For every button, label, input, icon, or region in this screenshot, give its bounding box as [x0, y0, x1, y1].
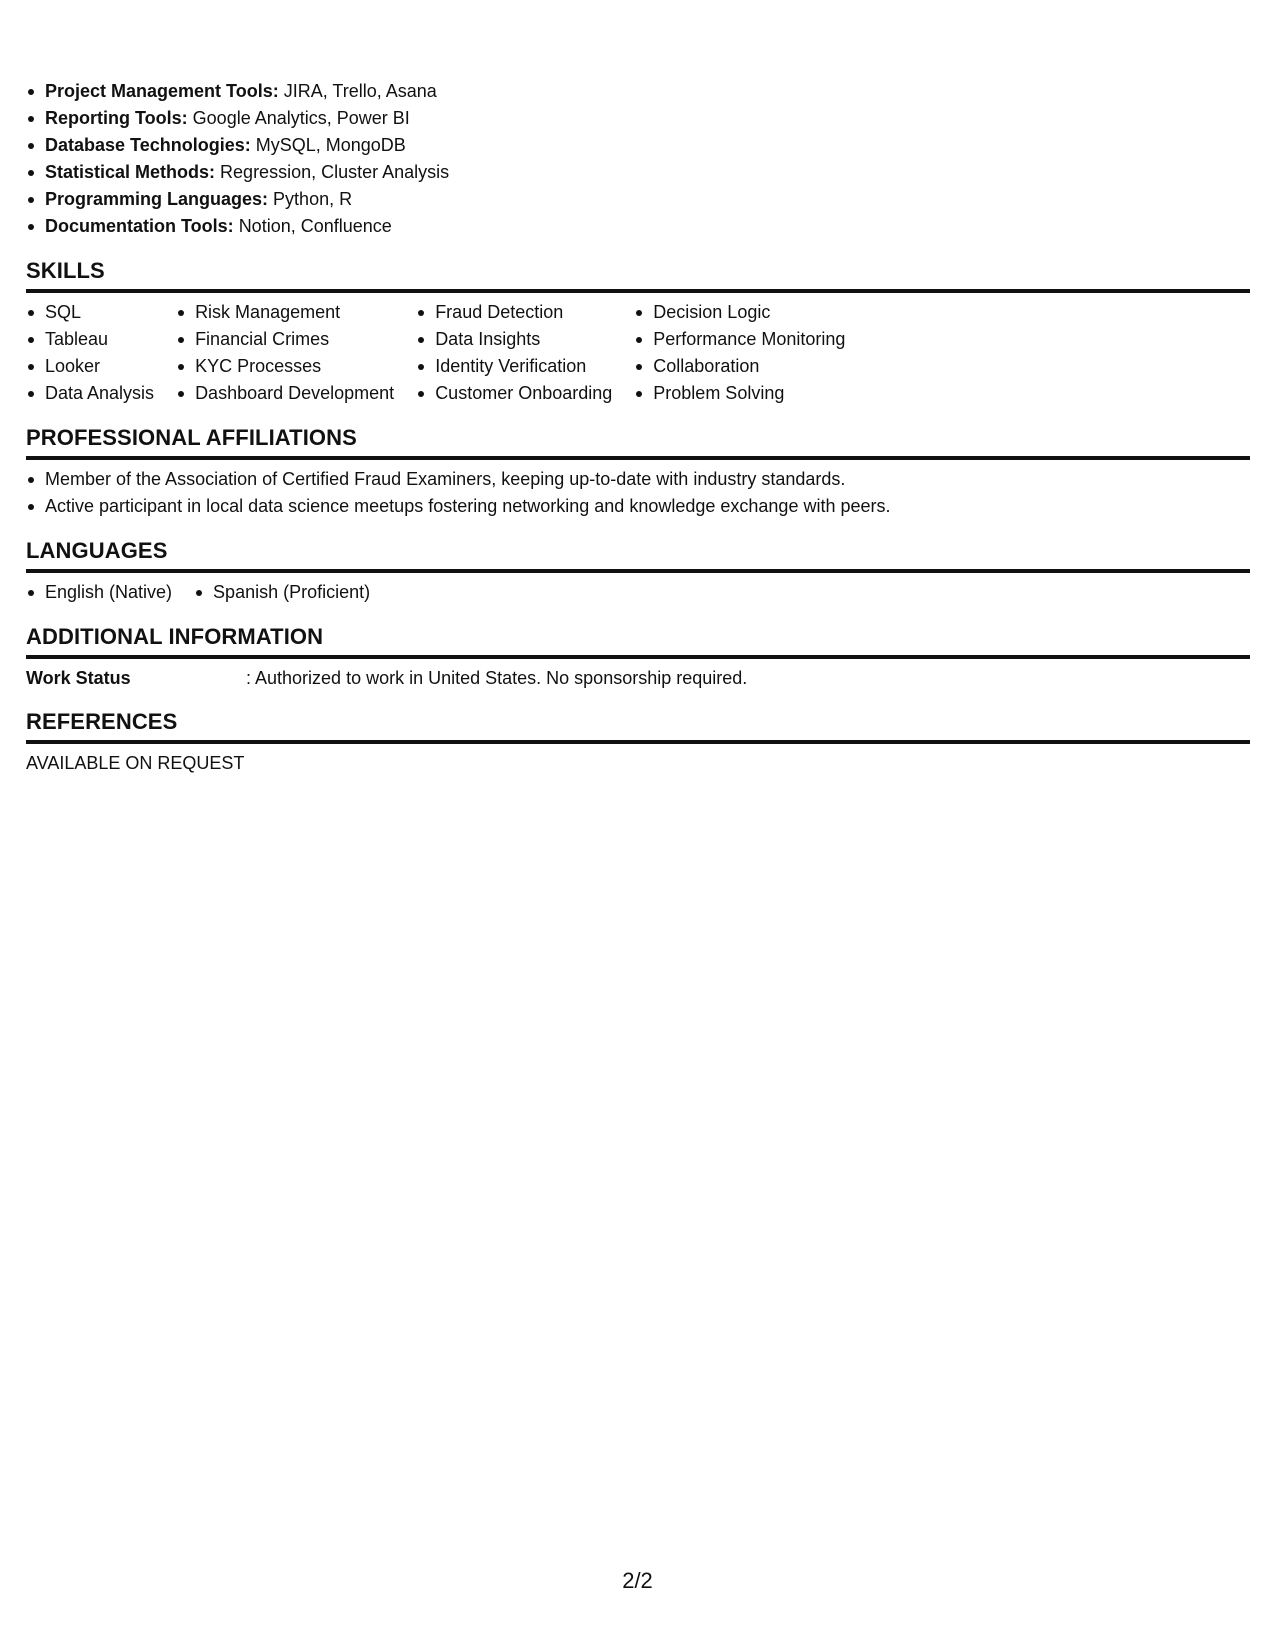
skills-column — [634, 299, 845, 407]
additional-heading: ADDITIONAL INFORMATION — [26, 623, 1250, 659]
skill-item: Decision Logic — [634, 299, 845, 326]
tools-item-value: Regression, Cluster Analysis — [220, 162, 450, 182]
tools-item — [26, 213, 1250, 240]
skills-column — [416, 299, 612, 407]
skill-item: Data Analysis — [26, 380, 154, 407]
affiliations-list — [26, 466, 1250, 520]
skill-item: Financial Crimes — [176, 326, 394, 353]
page-number: 2/2 — [622, 1568, 653, 1593]
tools-item — [26, 186, 1250, 213]
tools-item-label: Reporting Tools: — [45, 108, 188, 128]
tools-item — [26, 78, 1250, 105]
work-status-value: : Authorized to work in United States. No sponsorship required. — [246, 668, 748, 688]
tools-item-value: Notion, Confluence — [238, 216, 392, 236]
languages-list — [26, 579, 172, 606]
tools-item-label: Statistical Methods: — [45, 162, 216, 182]
tools-item — [26, 132, 1250, 159]
work-status-row — [26, 665, 1250, 691]
affiliation-item: Member of the Association of Certified Fraud Examiners, keeping up-to-date with industry standards. — [26, 466, 1250, 493]
skill-item: Problem Solving — [634, 380, 845, 407]
languages-row — [26, 579, 1250, 606]
skills-section — [26, 257, 1250, 407]
references-section — [26, 708, 1250, 776]
language-item: English (Native) — [26, 579, 172, 606]
skills-heading: SKILLS — [26, 257, 1250, 293]
skill-item: Tableau — [26, 326, 154, 353]
skill-item: Dashboard Development — [176, 380, 394, 407]
skill-item: SQL — [26, 299, 154, 326]
tools-list — [26, 78, 1250, 240]
additional-section — [26, 623, 1250, 691]
skill-item: Fraud Detection — [416, 299, 612, 326]
work-status-label: Work Status — [26, 668, 131, 688]
skill-item: Risk Management — [176, 299, 394, 326]
affiliation-item: Active participant in local data science meetups fostering networking and knowledge exchange with peers. — [26, 493, 1250, 520]
tools-item-label: Documentation Tools: — [45, 216, 234, 236]
resume-page — [26, 78, 1250, 776]
affiliations-heading: PROFESSIONAL AFFILIATIONS — [26, 424, 1250, 460]
tools-item-value: MySQL, MongoDB — [255, 135, 406, 155]
tools-item-label: Project Management Tools: — [45, 81, 279, 101]
tools-item-value: JIRA, Trello, Asana — [283, 81, 437, 101]
tools-item-label: Database Technologies: — [45, 135, 251, 155]
skill-item: Data Insights — [416, 326, 612, 353]
skills-grid — [26, 299, 1250, 407]
skill-item: Performance Monitoring — [634, 326, 845, 353]
references-text: AVAILABLE ON REQUEST — [26, 753, 245, 773]
skills-column — [26, 299, 154, 407]
affiliations-section — [26, 424, 1250, 520]
languages-list — [194, 579, 370, 606]
tools-item-value: Python, R — [273, 189, 353, 209]
skill-item: Collaboration — [634, 353, 845, 380]
tools-item-value: Google Analytics, Power BI — [192, 108, 410, 128]
skill-item: Looker — [26, 353, 154, 380]
skill-item: KYC Processes — [176, 353, 394, 380]
languages-section — [26, 537, 1250, 606]
skills-column — [176, 299, 394, 407]
language-item: Spanish (Proficient) — [194, 579, 370, 606]
references-heading: REFERENCES — [26, 708, 1250, 744]
languages-heading: LANGUAGES — [26, 537, 1250, 573]
tools-item-label: Programming Languages: — [45, 189, 269, 209]
tools-item — [26, 105, 1250, 132]
tools-item — [26, 159, 1250, 186]
skill-item: Customer Onboarding — [416, 380, 612, 407]
skill-item: Identity Verification — [416, 353, 612, 380]
